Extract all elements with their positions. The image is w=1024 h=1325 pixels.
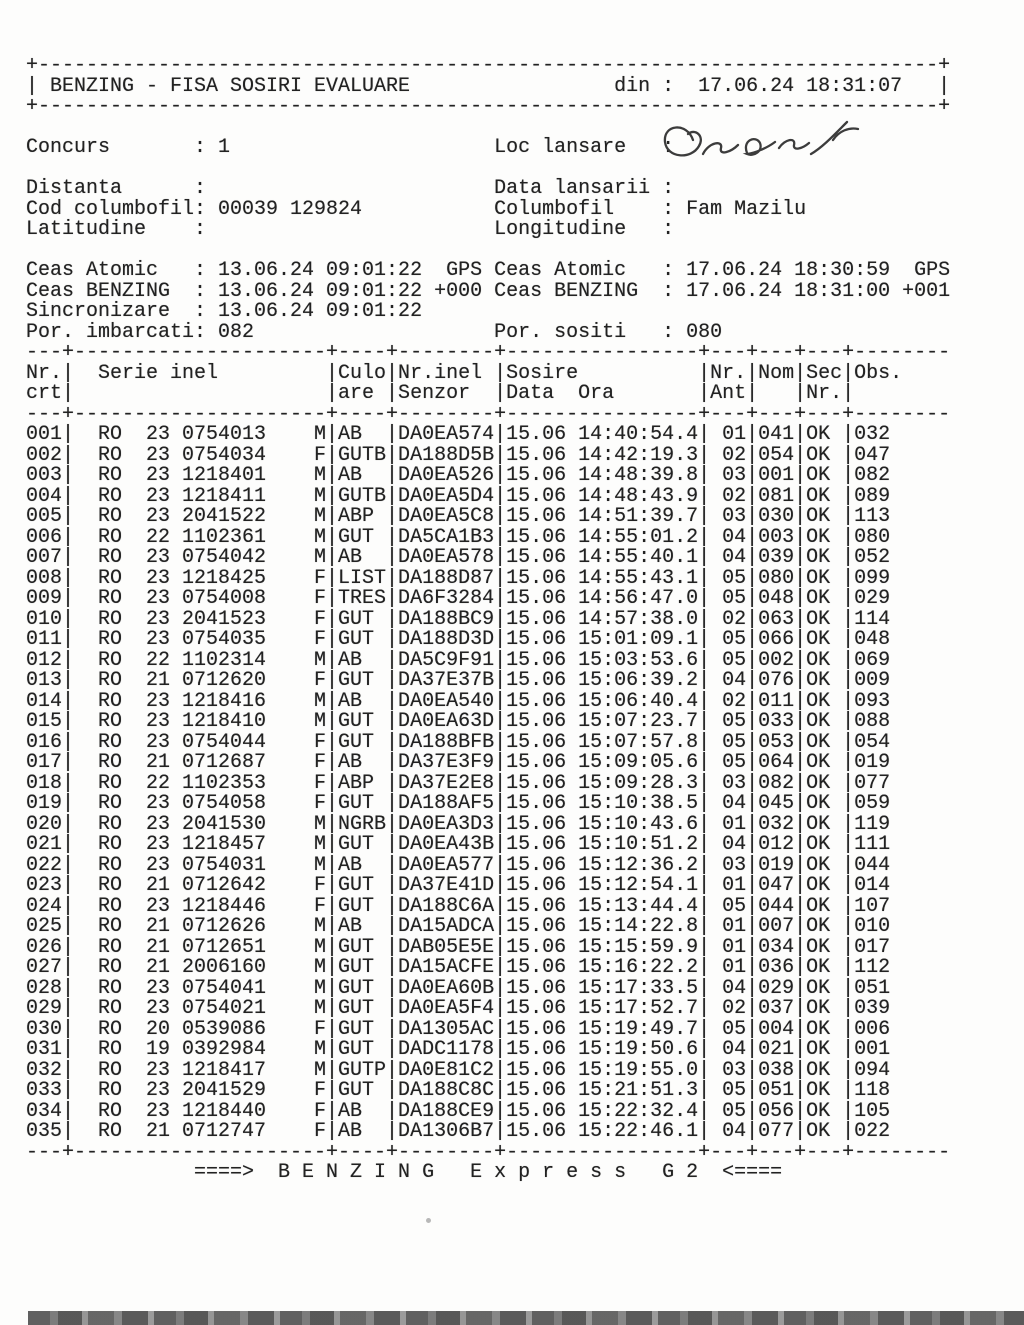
clock-line: Sincronizare : 13.06.24 09:01:22: [26, 300, 495, 323]
clock-line: Ceas Atomic : 13.06.24 09:01:22 GPS Ceas Atomic : 17.06.24 18:30:59 GPS: [26, 259, 951, 282]
table-separator: ---+---------------------+----+--------+----------------+---+---+---+--------: [26, 402, 951, 426]
table-row: 012| RO 22 1102314 M|AB |DA5C9F91|15.06 15:03:53.6| 05|002|OK |069: [26, 648, 891, 672]
table-row: 009| RO 23 0754008 F|TRES|DA6F3284|15.06 14:56:47.0| 05|048|OK |029: [26, 587, 891, 610]
table-row: 007| RO 23 0754042 M|AB |DA0EA578|15.06 14:55:40.1| 04|039|OK |052: [26, 546, 891, 569]
table-row: 030| RO 20 0539086 F|GUT |DA1305AC|15.06 15:19:49.7| 05|004|OK |006: [26, 1017, 891, 1041]
info-line: Distanta : Data lansarii :: [26, 177, 687, 200]
header-title-line: | BENZING - FISA SOSIRI EVALUARE din : 17.06.24 18:31:07 |: [26, 74, 951, 98]
table-row: 034| RO 23 1218440 F|AB |DA188CE9|15.06 15:22:32.4| 05|056|OK |105: [26, 1099, 891, 1123]
table-row: 026| RO 21 0712651 M|GUT |DAB05E5E|15.06 15:15:59.9| 01|034|OK |017: [26, 935, 891, 959]
table-row: 013| RO 21 0712620 F|GUT |DA37E37B|15.06 15:06:39.2| 04|076|OK |009: [26, 669, 891, 692]
info-line: Concurs : 1 Loc lansare :: [26, 136, 687, 159]
scan-edge-artifact: [28, 1311, 1024, 1325]
table-row: 005| RO 23 2041522 M|ABP |DA0EA5C8|15.06 14:51:39.7| 03|030|OK |113: [26, 505, 891, 528]
table-row: 017| RO 21 0712687 F|AB |DA37E3F9|15.06 15:09:05.6| 05|064|OK |019: [26, 751, 891, 774]
table-row: 024| RO 23 1218446 F|GUT |DA188C6A|15.06 15:13:44.4| 05|044|OK |107: [26, 894, 891, 918]
table-row: 033| RO 23 2041529 F|GUT |DA188C8C|15.06 15:21:51.3| 05|051|OK |118: [26, 1079, 891, 1102]
document-text: [26, 56, 950, 1184]
table-row: 011| RO 23 0754035 F|GUT |DA188D3D|15.06 15:01:09.1| 05|066|OK |048: [26, 628, 891, 651]
table-row: 015| RO 23 1218410 M|GUT |DA0EA63D|15.06 15:07:23.7| 05|033|OK |088: [26, 710, 891, 733]
signature-scribble: [655, 112, 865, 176]
table-header-line: Nr.| Serie inel |Culo|Nr.inel |Sosire |Nr.|Nom|Sec|Obs.: [26, 361, 903, 385]
table-row: 027| RO 21 2006160 M|GUT |DA15ACFE|15.06 15:16:22.2| 01|036|OK |112: [26, 956, 891, 979]
table-row: 031| RO 19 0392984 M|GUT |DADC1178|15.06 15:19:50.6| 04|021|OK |001: [26, 1038, 891, 1061]
table-row: 010| RO 23 2041523 F|GUT |DA188BC9|15.06 14:57:38.0| 02|063|OK |114: [26, 607, 891, 631]
table-row: 029| RO 23 0754021 M|GUT |DA0EA5F4|15.06 15:17:52.7| 02|037|OK |039: [26, 997, 891, 1020]
table-row: 018| RO 22 1102353 F|ABP |DA37E2E8|15.06 15:09:28.3| 03|082|OK |077: [26, 771, 891, 795]
table-row: 021| RO 23 1218457 M|GUT |DA0EA43B|15.06 15:10:51.2| 04|012|OK |111: [26, 833, 891, 856]
footer-line: ====> B E N Z I N G E x p r e s s G 2 <====: [26, 1161, 783, 1184]
table-row: 035| RO 21 0712747 F|AB |DA1306B7|15.06 15:22:46.1| 04|077|OK |022: [26, 1120, 891, 1143]
table-separator: ---+---------------------+----+--------+----------------+---+---+---+--------: [26, 341, 951, 364]
doc-line: [26, 241, 950, 262]
table-row: 032| RO 23 1218417 M|GUTP|DA0E81C2|15.06 15:19:55.0| 03|038|OK |094: [26, 1058, 891, 1082]
table-row: 003| RO 23 1218401 M|AB |DA0EA526|15.06 14:48:39.8| 03|001|OK |082: [26, 464, 891, 487]
scan-speck: [426, 1218, 431, 1223]
table-separator: ---+---------------------+----+--------+----------------+---+---+---+--------: [26, 1140, 951, 1164]
table-row: 016| RO 23 0754044 F|GUT |DA188BFB|15.06 15:07:57.8| 05|053|OK |054: [26, 730, 891, 754]
table-row: 001| RO 23 0754013 M|AB |DA0EA574|15.06 14:40:54.4| 01|041|OK |032: [26, 423, 891, 446]
table-row: 002| RO 23 0754034 F|GUTB|DA188D5B|15.06 14:42:19.3| 02|054|OK |047: [26, 443, 891, 467]
table-row: 023| RO 21 0712642 F|GUT |DA37E41D|15.06 15:12:54.1| 01|047|OK |014: [26, 874, 891, 897]
info-line: Latitudine : Longitudine :: [26, 218, 687, 241]
table-row: 022| RO 23 0754031 M|AB |DA0EA577|15.06 15:12:36.2| 03|019|OK |044: [26, 853, 891, 877]
box-border: +---------------------------------------------------------------------------+: [26, 95, 951, 118]
table-row: 025| RO 21 0712626 M|AB |DA15ADCA|15.06 15:14:22.8| 01|007|OK |010: [26, 915, 891, 938]
table-row: 004| RO 23 1218411 M|GUTB|DA0EA5D4|15.06 14:48:43.9| 02|081|OK |089: [26, 484, 891, 508]
table-row: 028| RO 23 0754041 M|GUT |DA0EA60B|15.06 15:17:33.5| 04|029|OK |051: [26, 976, 891, 1000]
clock-line: Por. imbarcati: 082 Por. sositi : 080: [26, 320, 723, 344]
table-row: 019| RO 23 0754058 F|GUT |DA188AF5|15.06 15:10:38.5| 04|045|OK |059: [26, 792, 891, 815]
table-row: 014| RO 23 1218416 M|AB |DA0EA540|15.06 15:06:40.4| 02|011|OK |093: [26, 689, 891, 713]
table-row: 020| RO 23 2041530 M|NGRB|DA0EA3D3|15.06 15:10:43.6| 01|032|OK |119: [26, 812, 891, 836]
box-border: +---------------------------------------------------------------------------+: [26, 54, 951, 77]
table-row: 006| RO 22 1102361 M|GUT |DA5CA1B3|15.06 14:55:01.2| 04|003|OK |080: [26, 525, 891, 549]
table-row: 008| RO 23 1218425 F|LIST|DA188D87|15.06 14:55:43.1| 05|080|OK |099: [26, 566, 891, 590]
info-line: Cod columbofil: 00039 129824 Columbofil : Fam Mazilu: [26, 197, 807, 221]
table-header-line: crt| |are |Senzor |Data Ora |Ant| |Nr.|: [26, 382, 855, 405]
clock-line: Ceas BENZING : 13.06.24 09:01:22 +000 Ceas BENZING : 17.06.24 18:31:00 +001: [26, 279, 951, 303]
